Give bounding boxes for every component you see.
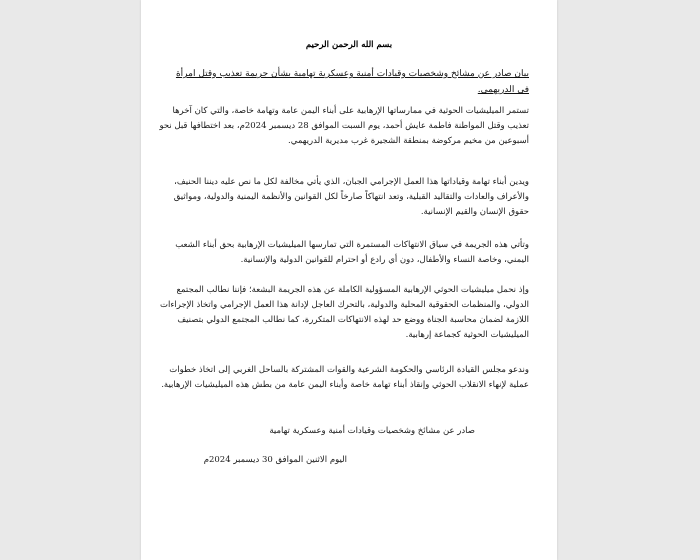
- date-line: اليوم الاثنين الموافق 30 ديسمبر 2024م: [203, 455, 347, 465]
- signer-line: صادر عن مشائخ وشخصيات وقيادات أمنية وعسكرية تهامية: [269, 426, 475, 436]
- paragraph-3: وتأتي هذه الجريمة في سياق الانتهاكات المستمرة التي تمارسها الميليشيات الإرهابية بحق أبناء الشعب اليمني، وخاصة النساء والأطفال، دون أي رادع أو احترام للقوانين الدولية والإنسانية.: [175, 240, 529, 265]
- paragraph-2: ويدين أبناء تهامة وقياداتها هذا العمل الإجرامي الجبان، الذي يأتي مخالفة لكل ما نص عليه ديننا الحنيف، والأعراف والعادات والتقاليد القبلية، وتعد انتهاكاً صارخاً لكل القوانين والأنظمة اليمنية والدولية، ومواثيق حقوق الإنسان والقيم الإنسانية.: [173, 177, 529, 217]
- paragraph-4: وإذ نحمل ميليشيات الحوثي الإرهابية المسؤولية الكاملة عن هذه الجريمة البشعة؛ فإننا نطالب المجتمع الدولي، والمنظمات الحقوقية المحلية والدولية، بالتحرك العاجل لإدانة هذا العمل الإجرامي واتخاذ الإجراءات اللازمة لضمان محاسبة الجناة ووضع حد لهذه الانتهاكات المتكررة، كما نطالب المجتمع الدولي بتصنيف الميليشيات الحوثية كجماعة إرهابية.: [159, 285, 529, 340]
- paragraph-5: وندعو مجلس القيادة الرئاسي والحكومة الشرعية والقوات المشتركة بالساحل الغربي إلى اتخاذ خطوات عملية لإنهاء الانقلاب الحوثي وإنقاذ أبناء تهامة خاصة وأبناء اليمن عامة من بطش هذه الميليشيات الإرهابية.: [161, 365, 529, 390]
- statement-title: بيان صادر عن مشائخ وشخصيات وقيادات أمنية وعسكرية تهامية بشأن جريمة تعذيب وقتل امرأة في الدريهمي.: [175, 69, 529, 95]
- paragraph-1: تستمر الميليشيات الحوثية في ممارساتها الإرهابية على أبناء اليمن عامة وتهامة خاصة، والتي كان آخرها تعذيب وقتل المواطنة فاطمة عايش أحمد، يوم السبت الموافق 28 ديسمبر 2024م، بعد اختطافها قبل نحو أسبوعين من مخيم مركوضة بمنطقة الشجيرة غرب مديرية الدريهمي.: [159, 106, 529, 146]
- document-page: [141, 0, 557, 560]
- basmala-heading: بسم الله الرحمن الرحيم: [305, 40, 393, 50]
